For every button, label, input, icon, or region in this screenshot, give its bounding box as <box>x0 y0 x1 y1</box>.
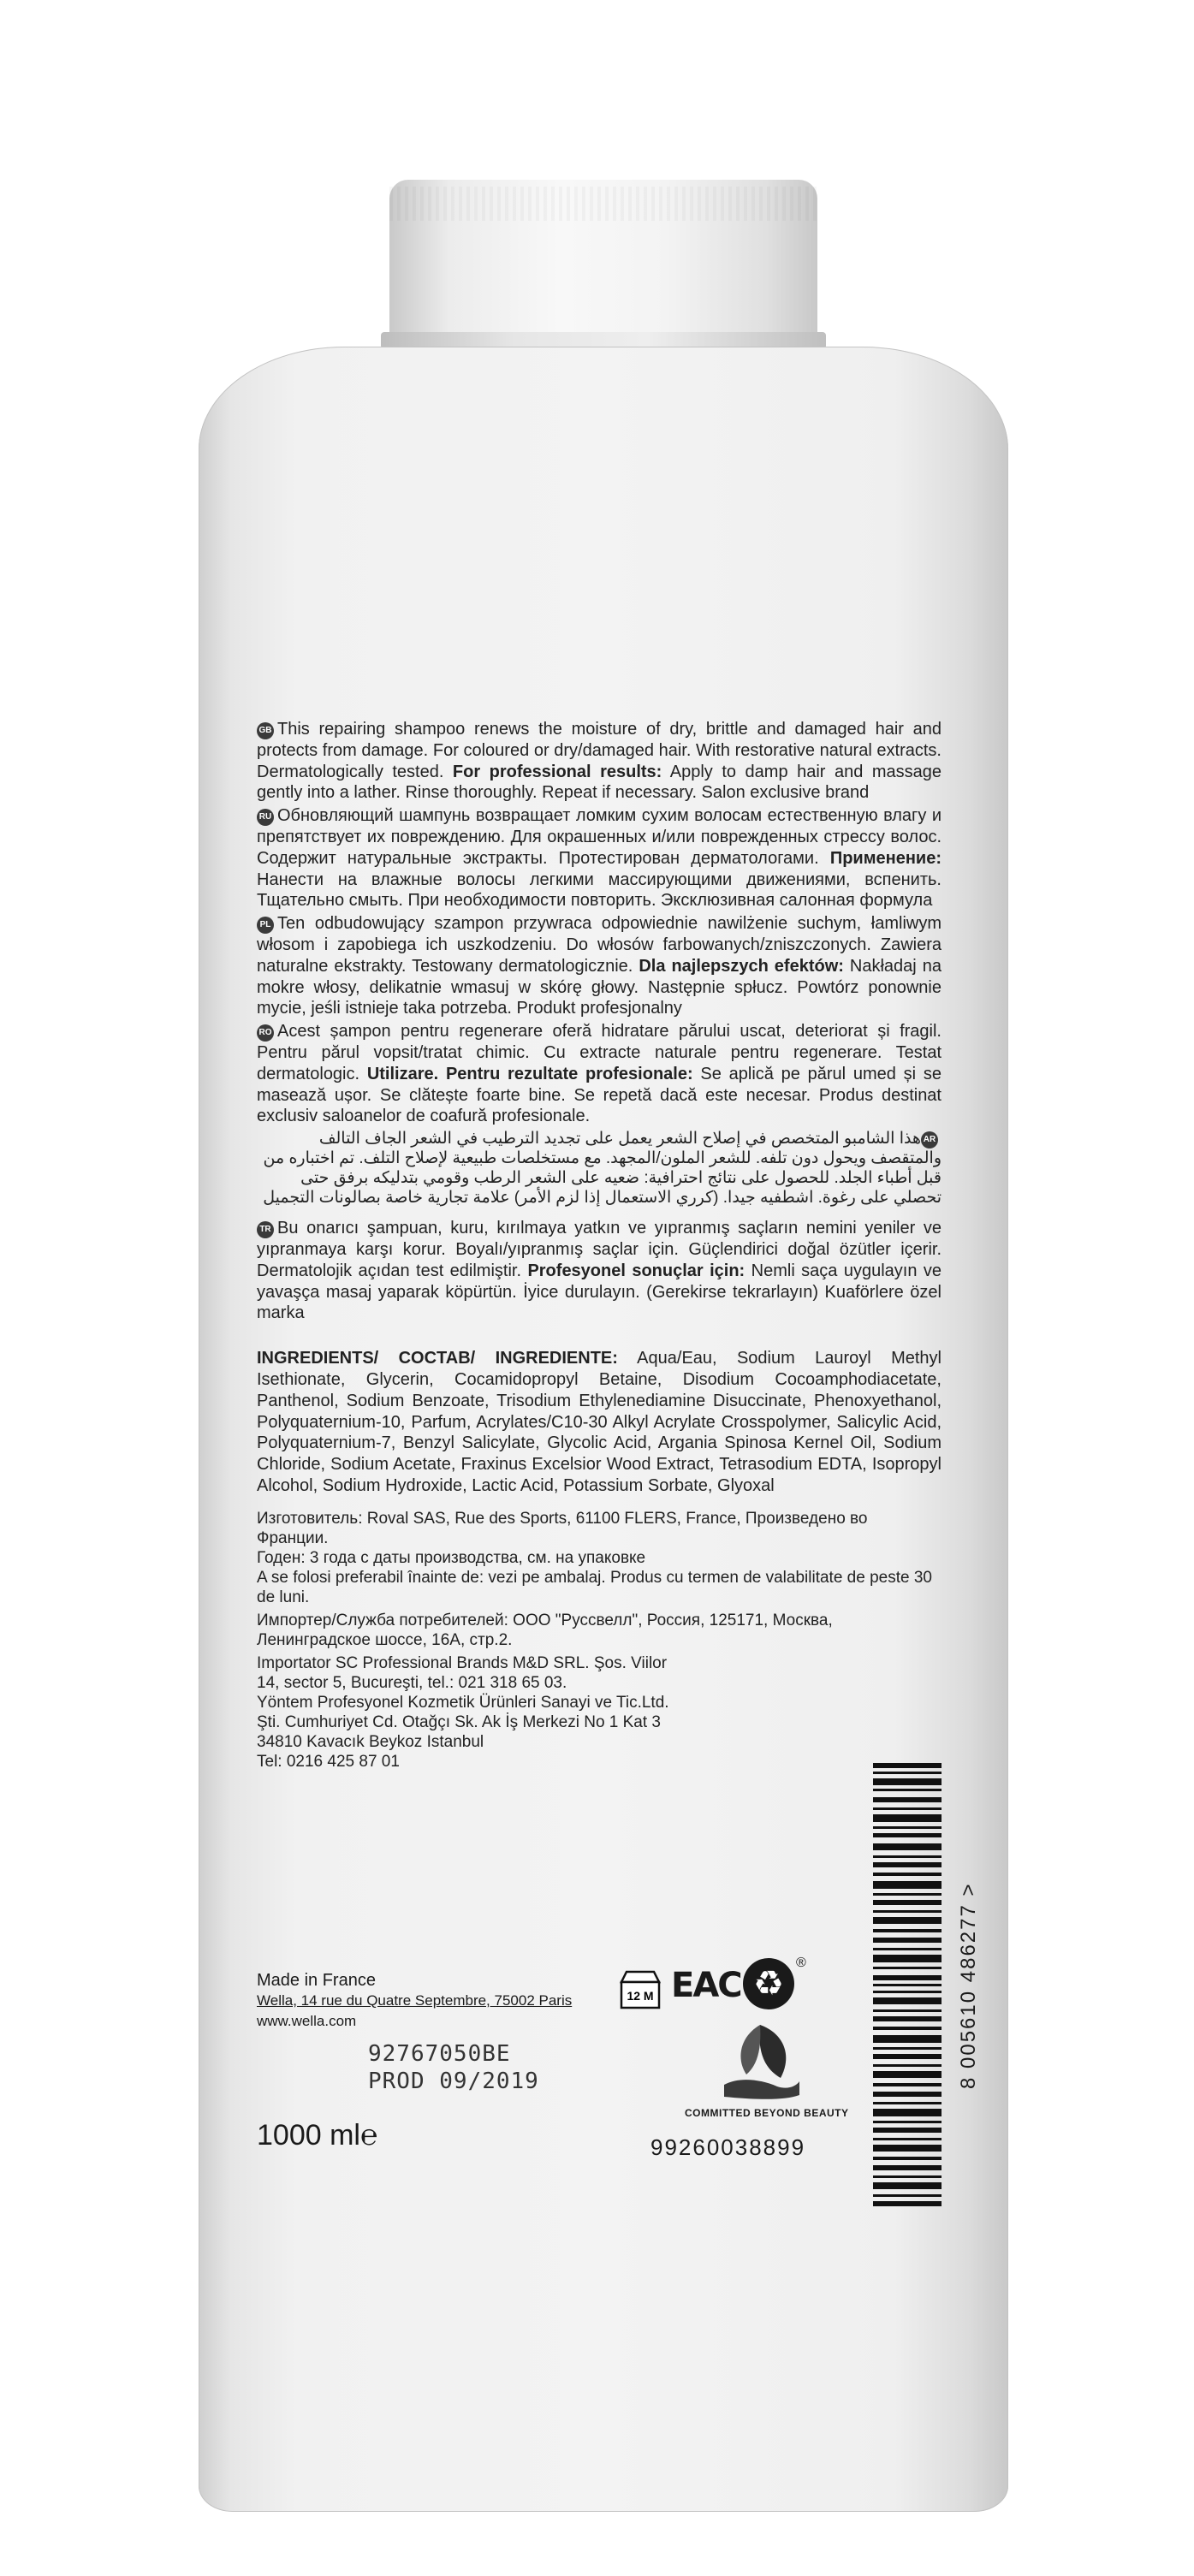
description-en: GB This repairing shampoo renews the moisture of dry, brittle and damaged hair and protects from damage. For coloured or dry/damaged hair. With restorative natural extracts. Dermatologically tested. For professional results: Apply to damp hair and massage gently into a lather. Rinse thoroughly. Repeat if necessary. Salon exclusive brand <box>257 720 942 803</box>
secondary-code: 99260038899 <box>650 2134 806 2160</box>
bottle-cap <box>389 180 817 338</box>
lang-badge-gb: GB <box>257 722 274 739</box>
lang-badge-pl: PL <box>257 917 274 934</box>
lang-badge-ar: AR <box>921 1131 938 1149</box>
back-label <box>257 719 942 1772</box>
open-jar-icon <box>615 1963 666 2015</box>
barcode <box>873 1763 942 2208</box>
batch-stamp: 92767050BE PROD 09/2019 <box>368 2041 539 2094</box>
committed-tagline: COMMITTED BEYOND BEAUTY <box>685 2107 849 2119</box>
leaf-hand-icon <box>717 2018 803 2104</box>
eac-mark: EAC <box>671 1966 741 2005</box>
description-ru: RU Обновляющий шампунь возвращает ломким сухим волосам естественную влагу и препятствует их повреждению. Для окрашенных и/или поврежденных стрессу волос. Содержит натуральные экстракты. Протестирован дерматологами. Применение: Нанести на влажные волосы легкими массирующими движениями, вспенить. Тщательно смыть. При необходимости повторить. Эксклюзивная салонная формула <box>257 806 942 911</box>
description-tr: TR Bu onarıcı şampuan, kuru, kırılmaya yatkın ve yıpranmış saçların nemini yeniler ve yıpranmaya karşı korur. Boyalı/yıpranmış saçlar için. Güçlendirici doğal özütler içerir. Dermatolojik açıdan test edilmiştir. Profesyonel sonuçlar için: Nemli saça uygulayın ve yavaşça masaj yaparak köpürtün. İyice durulayın. (Gerekirse tekrarlayın) Kuaförlere özel marka <box>257 1219 942 1323</box>
manufacturer-info: Изготовитель: Roval SAS, Rue des Sports, 61100 FLERS, France, Произведено во Франции. Годен: 3 года с даты производства, см. на упаковке A se folosi preferabil înainte de: vezi pe ambalaj. Produs cu termen de valabilitate de peste 30 de luni. Импортер/Служба потребителей: ООО "Руссвелл", Россия, 125171, Москва, Ленинградское шоссе, 16А, стр.2. Importator SC Professional Brands M&D SRL. Şos. Viilor 14, sector 5, Bucureşti, tel.: 021 318 65 03. Yöntem Profesyonel Kozmetik Ürünleri Sanayi ve Tic.Ltd. Şti. Cumhuriyet Cd. Otağçı Sk. Ak İş Merkezi No 1 Kat 3 34810 Kavacık Beykoz Istanbul Tel: 0216 425 87 01 <box>257 1509 932 1771</box>
lang-badge-ro: RO <box>257 1024 274 1042</box>
ingredients: INGREDIENTS/ COCTAB/ INGREDIENTE: Aqua/Eau, Sodium Lauroyl Methyl Isethionate, Glycerin, Cocamidopropyl Betaine, Disodium Cocoamphodiacetate, Panthenol, Sodium Benzoate, Trisodium Ethylenediamine Disuccinate, Phenoxyethanol, Polyquaternium-10, Parfum, Acrylates/C10-30 Alkyl Acrylate Crosspolymer, Salicylic Acid, Polyquaternium-7, Benzyl Salicylate, Glycolic Acid, Argania Spinosa Kernel Oil, Sodium Chloride, Sodium Acetate, Fraxinus Excelsior Wood Extract, Tetrasodium EDTA, Isopropyl Alcohol, Sodium Hydroxide, Lactic Acid, Potassium Sorbate, Glyoxal <box>257 1349 942 1495</box>
description-ar: ARهذا الشامبو المتخصص في إصلاح الشعر يعمل على تجديد الترطيب في الشعر الجاف التالف والمتقصف ويحول دون تلفه. للشعر الملون/المجهد. مع مستخلصات طبيعية لإصلاح التلف. تم اختباره من قبل أطباء الجلد. للحصول على نتائج احترافية: ضعيه على الشعر الرطب وقومي بتدليكه برفق حتى تحصلي على رغوة. اشطفيه جيدا. (كرري الاستعمال إذا لزم الأمر) علامة تجارية خاصة بصالونات التجميل <box>263 1130 942 1208</box>
lang-badge-ru: RU <box>257 809 274 826</box>
volume: 1000 ml℮ <box>257 2119 378 2152</box>
recycle-icon: ♻ <box>743 1958 794 2009</box>
lang-badge-tr: TR <box>257 1221 274 1238</box>
registered-icon: ® <box>796 1956 806 1970</box>
description-pl: PL Ten odbudowujący szampon przywraca odpowiednie nawilżenie suchym, łamliwym włosom i zapobiega ich uszkodzeniu. Do włosów farbowanych/zniszczonych. Zawiera naturalne ekstrakty. Testowany dermatologicznie. Dla najlepszych efektów: Nakładaj na mokre włosy, delikatnie wmasuj w skórę głowy. Następnie spłucz. Powtórz ponownie mycie, jeśli istnieje taka potrzeba. Produkt profesjonalny <box>257 914 942 1018</box>
svg-text:12 M: 12 M <box>627 1989 654 2003</box>
barcode-number: 8 005610 486277 > <box>957 1882 980 2089</box>
description-ro: RO Acest șampon pentru regenerare oferă hidratare părului uscat, deteriorat și fragil. Pentru părul vopsit/tratat chimic. Cu extracte naturale pentru regenerare. Testat dermatologic. Utilizare. Pentru rezultate profesionale: Se aplică pe părul umed și se masează ușor. Se clătește foarte bine. Se repetă dacă este necesar. Produs destinat exclusiv saloanelor de coafură profesionale. <box>257 1022 942 1126</box>
origin-info: Made in France Wella, 14 rue du Quatre Septembre, 75002 Paris www.wella.com <box>257 1971 573 2029</box>
